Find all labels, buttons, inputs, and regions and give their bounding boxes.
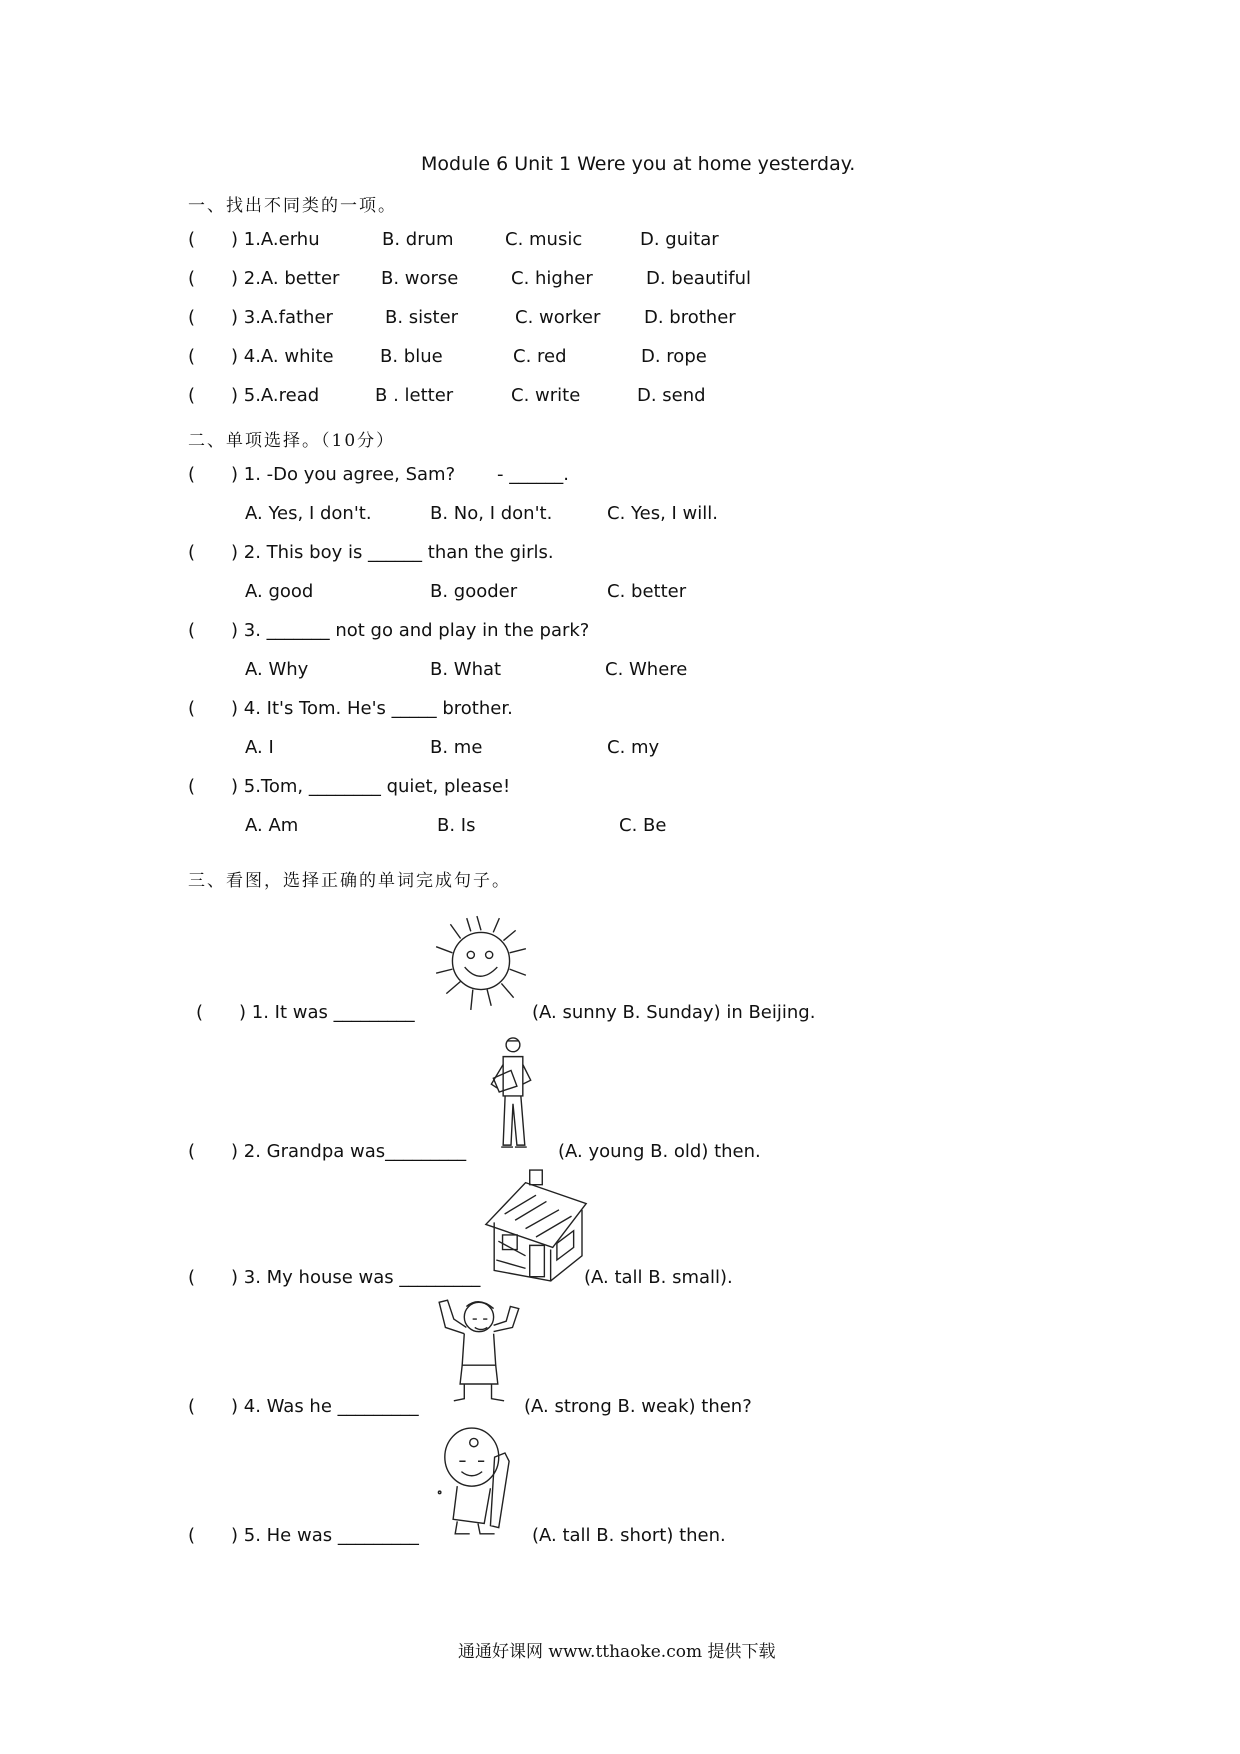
section1-heading: 一、找出不同类的一项。 bbox=[188, 196, 397, 216]
answer-bracket[interactable]: ( bbox=[188, 776, 196, 797]
footer-credit: 通通好课网 www.tthaoke.com 提供下载 bbox=[458, 1642, 776, 1662]
section2-heading: 二、单项选择。（10分） bbox=[188, 431, 396, 451]
young-man-icon bbox=[486, 1035, 538, 1153]
answer-bracket[interactable]: ( bbox=[188, 268, 196, 289]
house-icon bbox=[483, 1168, 589, 1283]
answer-bracket[interactable]: ( bbox=[188, 307, 196, 328]
answer-bracket[interactable]: ( bbox=[188, 620, 196, 641]
answer-bracket[interactable]: ( bbox=[188, 229, 196, 250]
answer-bracket[interactable]: ( bbox=[188, 1267, 196, 1288]
sun-icon bbox=[430, 912, 532, 1014]
answer-bracket[interactable]: ( bbox=[188, 698, 196, 719]
answer-bracket[interactable]: ( bbox=[188, 385, 196, 406]
answer-bracket[interactable]: ( bbox=[188, 1525, 196, 1546]
strong-boy-icon bbox=[432, 1296, 528, 1406]
answer-bracket[interactable]: ( bbox=[196, 1002, 204, 1023]
answer-bracket[interactable]: ( bbox=[188, 542, 196, 563]
page-title: Module 6 Unit 1 Were you at home yesterday. bbox=[421, 153, 856, 175]
answer-bracket[interactable]: ( bbox=[188, 464, 196, 485]
answer-bracket[interactable]: ( bbox=[188, 1141, 196, 1162]
short-boy-icon bbox=[436, 1426, 520, 1538]
section3-heading: 三、看图，选择正确的单词完成句子。 bbox=[188, 871, 511, 891]
answer-bracket[interactable]: ( bbox=[188, 346, 196, 367]
answer-bracket[interactable]: ( bbox=[188, 1396, 196, 1417]
